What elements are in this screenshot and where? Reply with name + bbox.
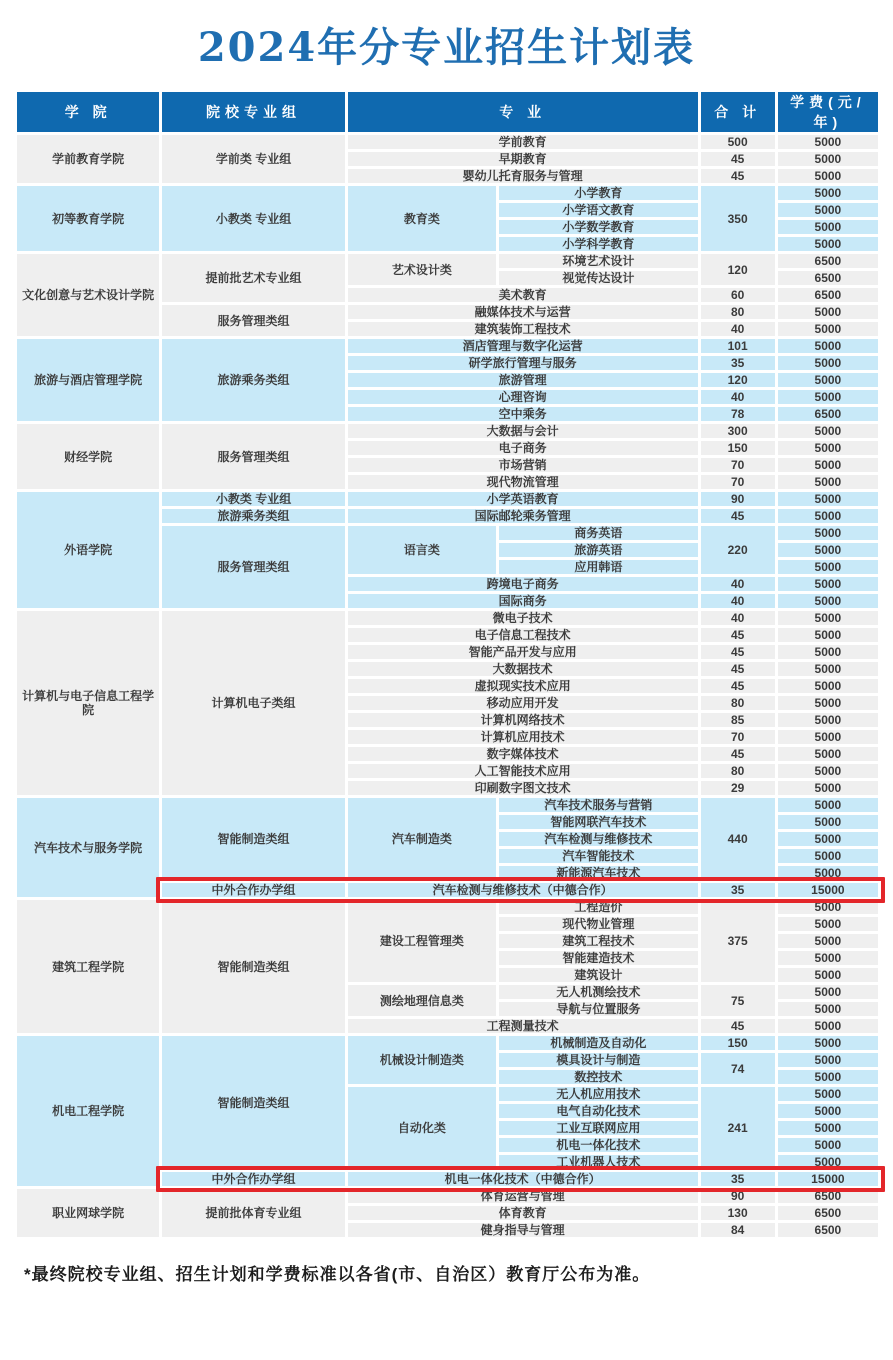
cell-total: 45 bbox=[701, 662, 775, 676]
cell-college: 计算机与电子信息工程学院 bbox=[17, 611, 159, 795]
cell-fee: 5000 bbox=[778, 373, 878, 387]
cell-fee: 5000 bbox=[778, 747, 878, 761]
table-container bbox=[14, 89, 881, 1240]
cell-major: 微电子技术 bbox=[348, 611, 698, 625]
cell-major: 小学英语教育 bbox=[348, 492, 698, 506]
cell-total: 40 bbox=[701, 577, 775, 591]
cell-fee: 5000 bbox=[778, 815, 878, 829]
cell-fee: 5000 bbox=[778, 577, 878, 591]
table-row bbox=[17, 424, 878, 438]
cell-major: 酒店管理与数字化运营 bbox=[348, 339, 698, 353]
cell-major: 建筑装饰工程技术 bbox=[348, 322, 698, 336]
cell-fee: 5000 bbox=[778, 1019, 878, 1033]
cell-total: 375 bbox=[701, 900, 775, 982]
cell-total: 45 bbox=[701, 679, 775, 693]
cell-total: 70 bbox=[701, 730, 775, 744]
cell-major-group: 旅游乘务类组 bbox=[162, 339, 344, 421]
cell-total: 220 bbox=[701, 526, 775, 574]
cell-fee: 5000 bbox=[778, 1138, 878, 1152]
table-header-row bbox=[17, 92, 878, 132]
cell-total: 80 bbox=[701, 696, 775, 710]
table-row bbox=[17, 1036, 878, 1050]
cell-major-category: 自动化类 bbox=[348, 1087, 496, 1169]
cell-fee: 5000 bbox=[778, 1155, 878, 1169]
cell-major: 小学语文教育 bbox=[499, 203, 697, 217]
cell-major-group: 智能制造类组 bbox=[162, 900, 344, 1033]
cell-college: 汽车技术与服务学院 bbox=[17, 798, 159, 897]
cell-college: 学前教育学院 bbox=[17, 135, 159, 183]
cell-total: 45 bbox=[701, 628, 775, 642]
cell-fee: 5000 bbox=[778, 662, 878, 676]
cell-total: 45 bbox=[701, 169, 775, 183]
cell-fee: 5000 bbox=[778, 628, 878, 642]
cell-major-group: 小教类 专业组 bbox=[162, 492, 344, 506]
cell-fee: 5000 bbox=[778, 169, 878, 183]
cell-fee: 5000 bbox=[778, 1087, 878, 1101]
column-header: 院校专业组 bbox=[162, 92, 344, 132]
cell-major: 小学教育 bbox=[499, 186, 697, 200]
cell-total: 35 bbox=[701, 1172, 775, 1186]
cell-fee: 5000 bbox=[778, 849, 878, 863]
cell-fee: 6500 bbox=[778, 271, 878, 285]
cell-total: 120 bbox=[701, 254, 775, 285]
cell-fee: 5000 bbox=[778, 492, 878, 506]
cell-major: 融媒体技术与运营 bbox=[348, 305, 698, 319]
cell-major: 机电一体化技术（中德合作） bbox=[348, 1172, 698, 1186]
table-row bbox=[17, 611, 878, 625]
cell-major: 建筑工程技术 bbox=[499, 934, 697, 948]
cell-total: 241 bbox=[701, 1087, 775, 1169]
cell-major-group: 旅游乘务类组 bbox=[162, 509, 344, 523]
cell-college: 建筑工程学院 bbox=[17, 900, 159, 1033]
cell-major: 应用韩语 bbox=[499, 560, 697, 574]
cell-fee: 5000 bbox=[778, 696, 878, 710]
cell-major: 旅游管理 bbox=[348, 373, 698, 387]
table-row bbox=[17, 798, 878, 812]
cell-major: 汽车智能技术 bbox=[499, 849, 697, 863]
cell-total: 45 bbox=[701, 509, 775, 523]
cell-fee: 5000 bbox=[778, 237, 878, 251]
cell-major: 数字媒体技术 bbox=[348, 747, 698, 761]
cell-major: 智能网联汽车技术 bbox=[499, 815, 697, 829]
table-row bbox=[17, 492, 878, 506]
cell-fee: 5000 bbox=[778, 594, 878, 608]
cell-major-group: 服务管理类组 bbox=[162, 424, 344, 489]
table-row bbox=[17, 186, 878, 200]
cell-fee: 5000 bbox=[778, 1053, 878, 1067]
cell-total: 150 bbox=[701, 441, 775, 455]
cell-fee: 5000 bbox=[778, 220, 878, 234]
cell-major: 大数据与会计 bbox=[348, 424, 698, 438]
cell-major-group: 中外合作办学组 bbox=[162, 1172, 344, 1186]
cell-major: 商务英语 bbox=[499, 526, 697, 540]
cell-fee: 5000 bbox=[778, 1121, 878, 1135]
cell-major: 学前教育 bbox=[348, 135, 698, 149]
cell-fee: 5000 bbox=[778, 900, 878, 914]
cell-major-group: 中外合作办学组 bbox=[162, 883, 344, 897]
cell-major-category: 语言类 bbox=[348, 526, 496, 574]
cell-fee: 5000 bbox=[778, 934, 878, 948]
table-row bbox=[17, 900, 878, 914]
cell-major-group: 智能制造类组 bbox=[162, 798, 344, 880]
cell-total: 150 bbox=[701, 1036, 775, 1050]
cell-fee: 6500 bbox=[778, 288, 878, 302]
cell-major-category: 测绘地理信息类 bbox=[348, 985, 496, 1016]
cell-major-category: 艺术设计类 bbox=[348, 254, 496, 285]
cell-major: 心理咨询 bbox=[348, 390, 698, 404]
table-row bbox=[17, 254, 878, 268]
cell-major: 大数据技术 bbox=[348, 662, 698, 676]
cell-major-category: 建设工程管理类 bbox=[348, 900, 496, 982]
cell-major: 汽车技术服务与营销 bbox=[499, 798, 697, 812]
cell-college: 旅游与酒店管理学院 bbox=[17, 339, 159, 421]
cell-major-group: 计算机电子类组 bbox=[162, 611, 344, 795]
cell-total: 440 bbox=[701, 798, 775, 880]
footnote: *最终院校专业组、招生计划和学费标准以各省(市、自治区）教育厅公布为准。 bbox=[24, 1265, 651, 1284]
cell-major: 虚拟现实技术应用 bbox=[348, 679, 698, 693]
cell-major: 建筑设计 bbox=[499, 968, 697, 982]
cell-major: 计算机网络技术 bbox=[348, 713, 698, 727]
cell-major: 研学旅行管理与服务 bbox=[348, 356, 698, 370]
cell-major: 智能建造技术 bbox=[499, 951, 697, 965]
cell-major: 旅游英语 bbox=[499, 543, 697, 557]
cell-fee: 5000 bbox=[778, 798, 878, 812]
cell-total: 300 bbox=[701, 424, 775, 438]
cell-fee: 5000 bbox=[778, 509, 878, 523]
cell-total: 350 bbox=[701, 186, 775, 251]
cell-total: 80 bbox=[701, 764, 775, 778]
cell-fee: 5000 bbox=[778, 1104, 878, 1118]
table-row bbox=[17, 135, 878, 149]
cell-total: 90 bbox=[701, 492, 775, 506]
cell-major: 体育运营与管理 bbox=[348, 1189, 698, 1203]
cell-major: 跨境电子商务 bbox=[348, 577, 698, 591]
cell-major: 电气自动化技术 bbox=[499, 1104, 697, 1118]
cell-total: 500 bbox=[701, 135, 775, 149]
cell-major: 国际邮轮乘务管理 bbox=[348, 509, 698, 523]
cell-total: 29 bbox=[701, 781, 775, 795]
cell-major: 机械制造及自动化 bbox=[499, 1036, 697, 1050]
cell-fee: 5000 bbox=[778, 475, 878, 489]
cell-major: 汽车检测与维修技术（中德合作） bbox=[348, 883, 698, 897]
cell-major: 国际商务 bbox=[348, 594, 698, 608]
cell-total: 45 bbox=[701, 645, 775, 659]
cell-fee: 5000 bbox=[778, 866, 878, 880]
cell-fee: 5000 bbox=[778, 203, 878, 217]
cell-total: 35 bbox=[701, 356, 775, 370]
cell-total: 101 bbox=[701, 339, 775, 353]
cell-major: 小学科学教育 bbox=[499, 237, 697, 251]
cell-fee: 5000 bbox=[778, 781, 878, 795]
cell-total: 80 bbox=[701, 305, 775, 319]
cell-major: 工程造价 bbox=[499, 900, 697, 914]
table-row bbox=[17, 339, 878, 353]
cell-major: 工业互联网应用 bbox=[499, 1121, 697, 1135]
cell-total: 35 bbox=[701, 883, 775, 897]
cell-fee: 5000 bbox=[778, 764, 878, 778]
cell-fee: 5000 bbox=[778, 543, 878, 557]
cell-fee: 5000 bbox=[778, 679, 878, 693]
cell-total: 74 bbox=[701, 1053, 775, 1084]
enrollment-table bbox=[14, 89, 881, 1240]
cell-major-group: 提前批艺术专业组 bbox=[162, 254, 344, 302]
cell-total: 40 bbox=[701, 322, 775, 336]
cell-total: 45 bbox=[701, 152, 775, 166]
cell-total: 60 bbox=[701, 288, 775, 302]
cell-fee: 5000 bbox=[778, 917, 878, 931]
cell-fee: 5000 bbox=[778, 390, 878, 404]
cell-fee: 5000 bbox=[778, 832, 878, 846]
cell-major: 新能源汽车技术 bbox=[499, 866, 697, 880]
column-header: 专 业 bbox=[348, 92, 698, 132]
cell-fee: 15000 bbox=[778, 883, 878, 897]
cell-total: 85 bbox=[701, 713, 775, 727]
cell-fee: 5000 bbox=[778, 441, 878, 455]
table-row bbox=[17, 1189, 878, 1203]
cell-college: 外语学院 bbox=[17, 492, 159, 608]
cell-major: 视觉传达设计 bbox=[499, 271, 697, 285]
cell-major: 电子商务 bbox=[348, 441, 698, 455]
cell-major: 健身指导与管理 bbox=[348, 1223, 698, 1237]
cell-major: 环境艺术设计 bbox=[499, 254, 697, 268]
cell-major: 无人机测绘技术 bbox=[499, 985, 697, 999]
cell-fee: 6500 bbox=[778, 1206, 878, 1220]
cell-total: 45 bbox=[701, 1019, 775, 1033]
cell-major-category: 教育类 bbox=[348, 186, 496, 251]
cell-major: 数控技术 bbox=[499, 1070, 697, 1084]
cell-major: 工业机器人技术 bbox=[499, 1155, 697, 1169]
cell-fee: 5000 bbox=[778, 730, 878, 744]
column-header: 学费(元/年) bbox=[778, 92, 878, 132]
cell-fee: 5000 bbox=[778, 424, 878, 438]
column-header: 学 院 bbox=[17, 92, 159, 132]
cell-total: 90 bbox=[701, 1189, 775, 1203]
cell-total: 45 bbox=[701, 747, 775, 761]
cell-fee: 5000 bbox=[778, 968, 878, 982]
table-body bbox=[17, 135, 878, 1237]
cell-total: 70 bbox=[701, 458, 775, 472]
cell-major: 工程测量技术 bbox=[348, 1019, 698, 1033]
cell-major-group: 服务管理类组 bbox=[162, 526, 344, 608]
cell-major: 现代物业管理 bbox=[499, 917, 697, 931]
cell-fee: 6500 bbox=[778, 407, 878, 421]
cell-fee: 6500 bbox=[778, 1223, 878, 1237]
cell-major: 市场营销 bbox=[348, 458, 698, 472]
cell-major: 汽车检测与维修技术 bbox=[499, 832, 697, 846]
cell-fee: 5000 bbox=[778, 135, 878, 149]
cell-major-category: 机械设计制造类 bbox=[348, 1036, 496, 1084]
cell-fee: 5000 bbox=[778, 305, 878, 319]
cell-fee: 5000 bbox=[778, 1036, 878, 1050]
cell-major: 机电一体化技术 bbox=[499, 1138, 697, 1152]
cell-college: 初等教育学院 bbox=[17, 186, 159, 251]
cell-total: 40 bbox=[701, 390, 775, 404]
cell-fee: 5000 bbox=[778, 1070, 878, 1084]
cell-fee: 5000 bbox=[778, 339, 878, 353]
cell-major: 导航与位置服务 bbox=[499, 1002, 697, 1016]
cell-fee: 5000 bbox=[778, 526, 878, 540]
cell-total: 84 bbox=[701, 1223, 775, 1237]
cell-major: 婴幼儿托育服务与管理 bbox=[348, 169, 698, 183]
cell-major: 智能产品开发与应用 bbox=[348, 645, 698, 659]
cell-major: 移动应用开发 bbox=[348, 696, 698, 710]
cell-total: 130 bbox=[701, 1206, 775, 1220]
cell-major-group: 服务管理类组 bbox=[162, 305, 344, 336]
cell-major-group: 小教类 专业组 bbox=[162, 186, 344, 251]
cell-fee: 5000 bbox=[778, 356, 878, 370]
cell-major: 体育教育 bbox=[348, 1206, 698, 1220]
cell-total: 40 bbox=[701, 611, 775, 625]
cell-total: 40 bbox=[701, 594, 775, 608]
cell-college: 机电工程学院 bbox=[17, 1036, 159, 1186]
cell-fee: 5000 bbox=[778, 322, 878, 336]
cell-total: 120 bbox=[701, 373, 775, 387]
cell-major: 模具设计与制造 bbox=[499, 1053, 697, 1067]
cell-major: 计算机应用技术 bbox=[348, 730, 698, 744]
cell-fee: 5000 bbox=[778, 1002, 878, 1016]
cell-major-category: 汽车制造类 bbox=[348, 798, 496, 880]
cell-fee: 5000 bbox=[778, 186, 878, 200]
cell-major-group: 智能制造类组 bbox=[162, 1036, 344, 1169]
cell-major: 电子信息工程技术 bbox=[348, 628, 698, 642]
cell-major: 现代物流管理 bbox=[348, 475, 698, 489]
cell-fee: 5000 bbox=[778, 560, 878, 574]
cell-fee: 5000 bbox=[778, 458, 878, 472]
cell-total: 70 bbox=[701, 475, 775, 489]
cell-major-group: 学前类 专业组 bbox=[162, 135, 344, 183]
cell-major: 空中乘务 bbox=[348, 407, 698, 421]
cell-fee: 5000 bbox=[778, 951, 878, 965]
page-title: 2024年分专业招生计划表 bbox=[197, 24, 696, 71]
cell-college: 财经学院 bbox=[17, 424, 159, 489]
cell-major: 美术教育 bbox=[348, 288, 698, 302]
cell-major: 无人机应用技术 bbox=[499, 1087, 697, 1101]
cell-college: 职业网球学院 bbox=[17, 1189, 159, 1237]
cell-fee: 15000 bbox=[778, 1172, 878, 1186]
cell-major: 人工智能技术应用 bbox=[348, 764, 698, 778]
cell-fee: 5000 bbox=[778, 611, 878, 625]
cell-fee: 5000 bbox=[778, 713, 878, 727]
cell-college: 文化创意与艺术设计学院 bbox=[17, 254, 159, 336]
cell-major-group: 提前批体育专业组 bbox=[162, 1189, 344, 1237]
cell-fee: 5000 bbox=[778, 985, 878, 999]
column-header: 合 计 bbox=[701, 92, 775, 132]
cell-major: 早期教育 bbox=[348, 152, 698, 166]
cell-fee: 5000 bbox=[778, 152, 878, 166]
cell-fee: 5000 bbox=[778, 645, 878, 659]
cell-total: 78 bbox=[701, 407, 775, 421]
cell-fee: 6500 bbox=[778, 254, 878, 268]
cell-fee: 6500 bbox=[778, 1189, 878, 1203]
cell-major: 小学数学教育 bbox=[499, 220, 697, 234]
cell-total: 75 bbox=[701, 985, 775, 1016]
cell-major: 印刷数字图文技术 bbox=[348, 781, 698, 795]
